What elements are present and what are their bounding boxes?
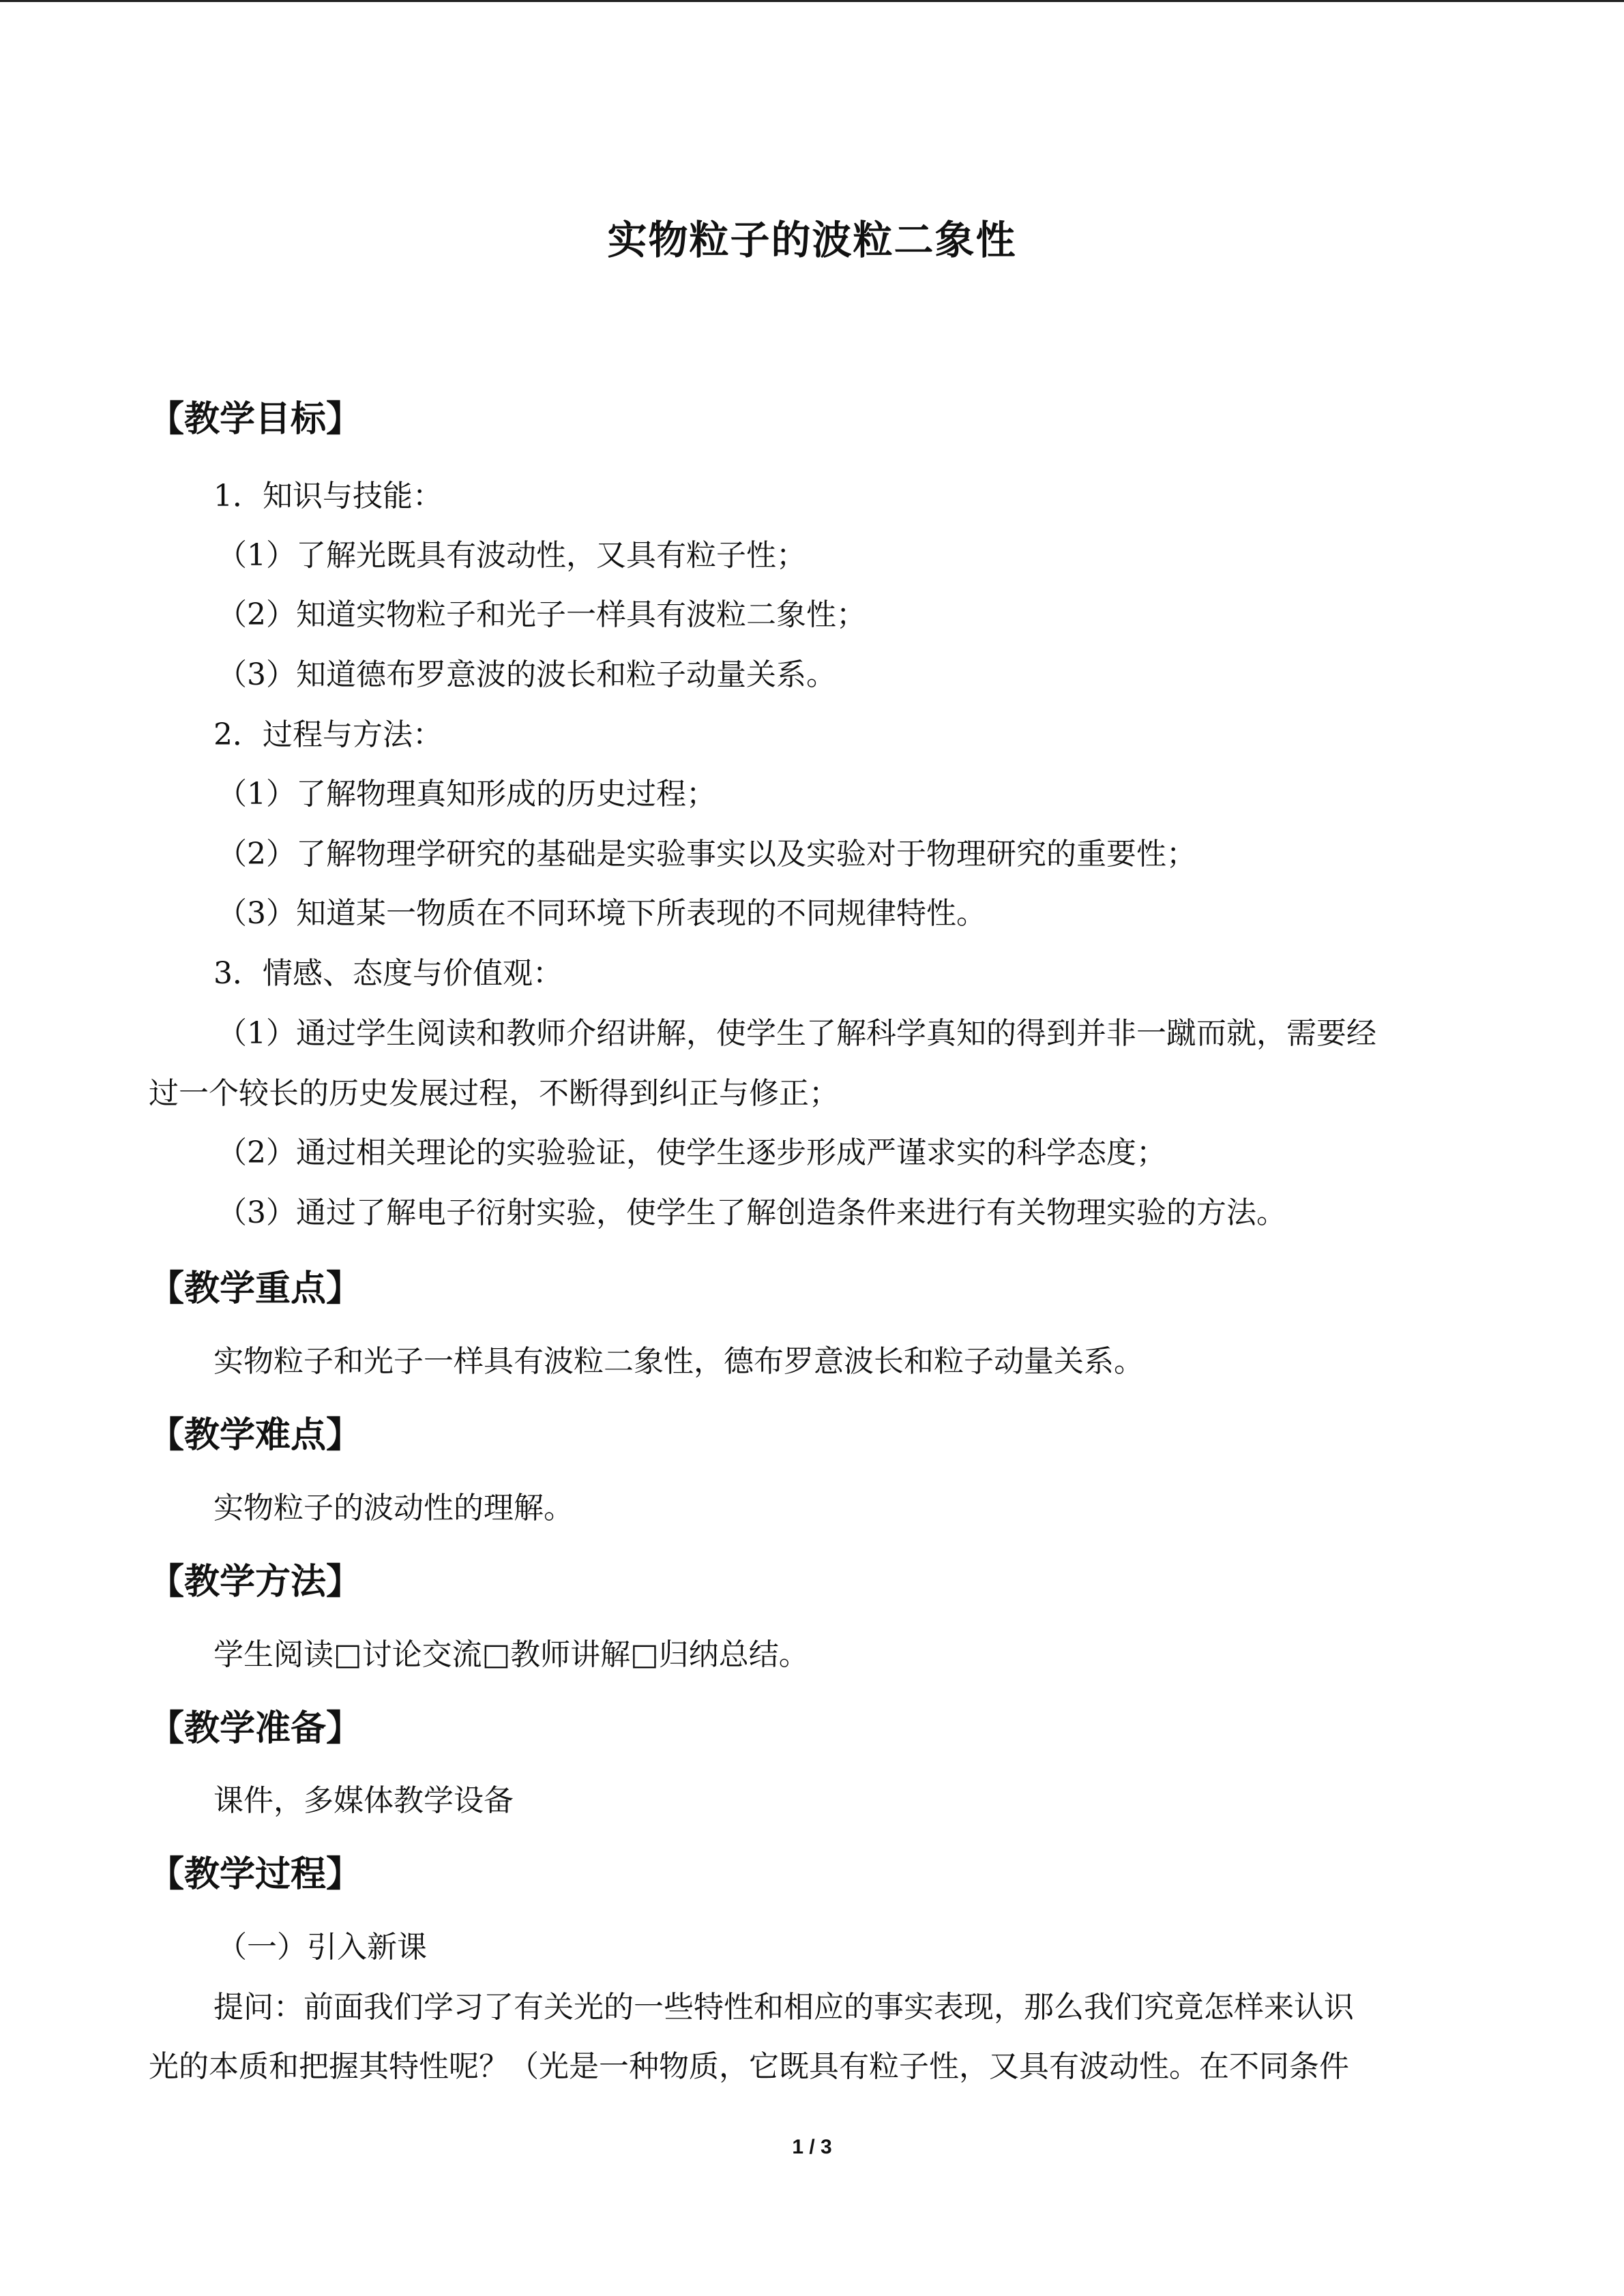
heading-process: 【教学过程】 (149, 1854, 362, 1895)
process-subheading-1: （一）引入新课 (217, 1930, 427, 1965)
page-title: 实物粒子的波粒二象性 (607, 217, 1017, 263)
process-item-2: （2）了解物理学研究的基础是实验事实以及实验对于物理研究的重要性； (217, 837, 1196, 871)
knowledge-item-1: （1）了解光既具有波动性，又具有粒子性； (217, 538, 806, 573)
top-border (0, 0, 1624, 2)
process-item-3: （3）知道某一物质在不同环境下所表现的不同规律特性。 (217, 896, 986, 931)
difficulty-text: 实物粒子的波动性的理解。 (213, 1491, 574, 1525)
preparation-text: 课件，多媒体教学设备 (213, 1783, 514, 1818)
heading-key-points: 【教学重点】 (149, 1268, 362, 1309)
heading-difficulty: 【教学难点】 (149, 1415, 362, 1456)
process-label: 2．过程与方法： (213, 717, 443, 752)
emotion-item-3: （3）通过了解电子衍射实验，使学生了解创造条件来进行有关物理实验的方法。 (217, 1195, 1286, 1230)
emotion-item-2: （2）通过相关理论的实验验证，使学生逐步形成严谨求实的科学态度； (217, 1135, 1166, 1170)
heading-method: 【教学方法】 (149, 1562, 362, 1602)
emotion-label: 3．情感、态度与价值观： (213, 956, 563, 991)
process-paragraph-line-1: 提问：前面我们学习了有关光的一些特性和相应的事实表现，那么我们究竟怎样来认识 (213, 1990, 1354, 2025)
knowledge-item-2: （2）知道实物粒子和光子一样具有波粒二象性； (217, 597, 866, 632)
method-text: 学生阅读□讨论交流□教师讲解□归纳总结。 (213, 1637, 809, 1672)
process-item-1: （1）了解物理真知形成的历史过程； (217, 777, 716, 811)
heading-goals: 【教学目标】 (149, 399, 362, 440)
process-paragraph-line-2: 光的本质和把握其特性呢？（光是一种物质，它既具有粒子性，又具有波动性。在不同条件 (149, 2049, 1349, 2084)
knowledge-label: 1．知识与技能： (213, 479, 443, 513)
emotion-item-1-line-1: （1）通过学生阅读和教师介绍讲解，使学生了解科学真知的得到并非一蹴而就，需要经 (217, 1016, 1376, 1051)
heading-preparation: 【教学准备】 (149, 1708, 362, 1749)
page-number: 1 / 3 (792, 2136, 832, 2158)
emotion-item-1-line-2: 过一个较长的历史发展过程，不断得到纠正与修正； (149, 1076, 839, 1111)
key-points-text: 实物粒子和光子一样具有波粒二象性，德布罗意波长和粒子动量关系。 (213, 1344, 1144, 1379)
knowledge-item-3: （3）知道德布罗意波的波长和粒子动量关系。 (217, 657, 836, 692)
